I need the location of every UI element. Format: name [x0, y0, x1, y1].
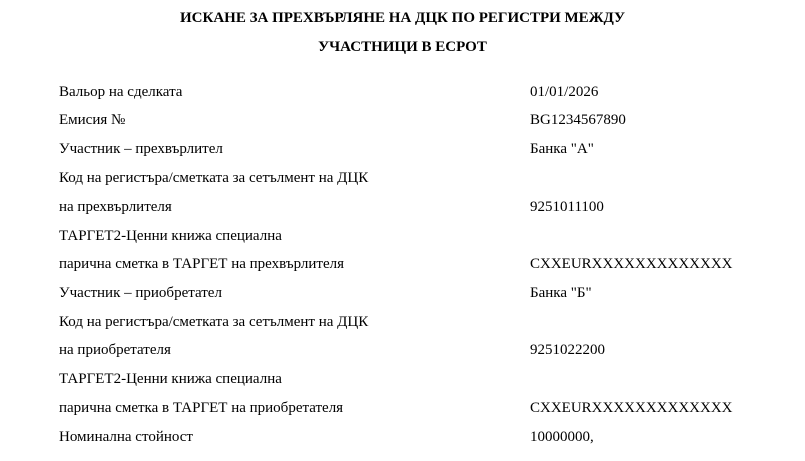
field-label: Участник – прехвърлител	[59, 141, 223, 157]
field-row-acquirer-register-line2	[0, 340, 805, 360]
field-row-transferor	[0, 139, 805, 159]
field-row-value-date	[0, 82, 805, 102]
field-value: 9251022200	[530, 342, 605, 358]
field-value: Банка "Б"	[530, 285, 592, 301]
field-label: ТАРГЕТ2-Ценни книжа специална	[59, 228, 282, 244]
document-title-line-2: УЧАСТНИЦИ В ЕСРОТ	[318, 39, 487, 55]
field-value: 9251011100	[530, 199, 604, 215]
document-title-line-1: ИСКАНЕ ЗА ПРЕХВЪРЛЯНЕ НА ДЦК ПО РЕГИСТРИ МЕЖДУ	[179, 10, 626, 26]
field-row-transferor-register-line1	[0, 168, 805, 188]
field-row-transferor-target2-line1	[0, 226, 805, 246]
field-label: ТАРГЕТ2-Ценни книжа специална	[59, 371, 282, 387]
field-row-acquirer-target2-line2	[0, 398, 805, 418]
field-value: 01/01/2026	[530, 84, 599, 100]
field-label: Номинална стойност	[59, 429, 193, 445]
field-label: парична сметка в ТАРГЕТ на прехвърлителя	[59, 256, 344, 272]
field-value: Банка "А"	[530, 141, 594, 157]
field-row-nominal-value	[0, 427, 805, 447]
field-label: парична сметка в ТАРГЕТ на приобретателя	[59, 400, 344, 416]
field-row-transferor-register-line2	[0, 197, 805, 217]
field-row-acquirer-register-line1	[0, 312, 805, 332]
field-row-transferor-target2-line2	[0, 254, 805, 274]
field-value: CXXEURXXXXXXXXXXXXX	[530, 256, 733, 272]
field-value: 10000000,	[530, 429, 594, 445]
field-row-acquirer	[0, 283, 805, 303]
field-label: на приобретателя	[59, 342, 171, 358]
field-label: Емисия №	[59, 112, 126, 128]
field-label: Участник – приобретател	[59, 285, 222, 301]
field-row-acquirer-target2-line1	[0, 369, 805, 389]
field-label: Код на регистъра/сметката за сетълмент на ДЦК	[59, 170, 369, 186]
field-label: Вальор на сделката	[59, 84, 183, 100]
field-label: на прехвърлителя	[59, 199, 172, 215]
field-value: CXXEURXXXXXXXXXXXXX	[530, 400, 733, 416]
field-row-issue-number	[0, 110, 805, 130]
field-value: BG1234567890	[530, 112, 626, 128]
field-label: Код на регистъра/сметката за сетълмент на ДЦК	[59, 314, 369, 330]
